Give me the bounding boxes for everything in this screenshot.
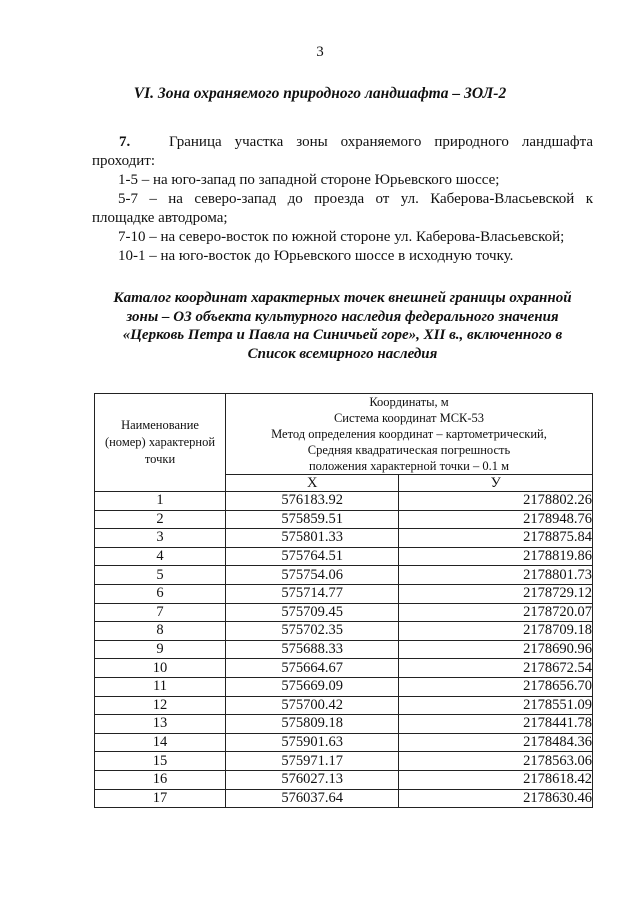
point-number-cell: 13 [95,715,226,734]
point-number-cell: 12 [95,696,226,715]
y-coordinate-cell: 2178729.12 [399,584,593,603]
coordinates-header-line: Метод определения координат – картометрический, [271,427,547,441]
paragraph-line: 7-10 – на северо-восток по южной стороне ул. Каберова-Власьевской; [118,229,565,245]
x-column-header: X [226,475,399,492]
point-number-cell: 1 [95,492,226,511]
coordinates-header [226,394,593,475]
point-number-cell: 10 [95,659,226,678]
paragraph-first-line [92,133,593,152]
point-number-cell: 5 [95,566,226,585]
y-coordinate-cell: 2178720.07 [399,603,593,622]
point-number-cell: 11 [95,677,226,696]
section-title: VI. Зона охраняемого природного ландшафта – ЗОЛ-2 [133,85,507,102]
paragraph-first-line-rest: проходит: [92,153,156,169]
x-coordinate-cell: 576183.92 [226,492,399,511]
coordinates-header-line: положения характерной точки – 0.1 м [308,459,509,473]
catalog-title-line: зоны – ОЗ объекта культурного наследия федерального значения [126,308,559,325]
y-coordinate-cell: 2178690.96 [399,640,593,659]
y-coordinate-cell: 2178551.09 [399,696,593,715]
x-coordinate-cell: 575901.63 [226,733,399,752]
table-row [95,529,593,548]
table-row [95,696,593,715]
point-number-cell: 15 [95,752,226,771]
coordinates-header-line: Средняя квадратическая погрешность [307,443,511,457]
page-number: 3 [316,44,324,60]
y-coordinate-cell: 2178656.70 [399,677,593,696]
point-number-cell: 14 [95,733,226,752]
table-row [95,510,593,529]
table-row [95,715,593,734]
table-row [95,603,593,622]
x-coordinate-cell: 575801.33 [226,529,399,548]
x-coordinate-cell: 575764.51 [226,547,399,566]
x-coordinate-cell: 576027.13 [226,770,399,789]
point-number-cell: 16 [95,770,226,789]
point-number-cell: 17 [95,789,226,808]
point-number-cell: 8 [95,622,226,641]
coordinates-header-line: Система координат МСК-53 [333,411,485,425]
point-name-header [95,394,226,492]
coordinates-header-line: Координаты, м [369,395,449,409]
y-column-header: У [399,475,593,492]
catalog-title-line: Каталог координат характерных точек внешней границы охранной [113,290,572,306]
point-number-cell: 7 [95,603,226,622]
table-row [95,566,593,585]
table-row [95,547,593,566]
paragraph-line: площадке автодрома; [92,210,228,226]
catalog-title-line: «Церковь Петра и Павла на Синичьей горе», XII в., включенного в [122,327,563,343]
x-coordinate-cell: 575859.51 [226,510,399,529]
x-coordinate-cell: 575709.45 [226,603,399,622]
table-row [95,584,593,603]
point-number-cell: 4 [95,547,226,566]
catalog-title-line: Список всемирного наследия [247,345,438,362]
table-row [95,492,593,511]
paragraph-first-line-text: Граница участка зоны охраняемого природного ландшафта [169,134,593,150]
x-coordinate-cell: 575702.35 [226,622,399,641]
y-coordinate-cell: 2178618.42 [399,770,593,789]
coordinates-table [94,393,593,808]
table-row [95,640,593,659]
y-coordinate-cell: 2178819.86 [399,547,593,566]
table-row [95,677,593,696]
y-coordinate-cell: 2178441.78 [399,715,593,734]
point-name-header-line: (номер) характерной [104,435,216,449]
catalog-title [92,289,593,363]
x-coordinate-cell: 575664.67 [226,659,399,678]
x-coordinate-cell: 575669.09 [226,677,399,696]
paragraph-number: 7. [119,134,131,150]
paragraph-line: 5-7 – на северо-запад до проезда от ул. Каберова-Власьевской к [118,191,593,207]
y-coordinate-cell: 2178709.18 [399,622,593,641]
y-coordinate-cell: 2178802.26 [399,492,593,511]
table-row [95,659,593,678]
x-coordinate-cell: 575971.17 [226,752,399,771]
y-coordinate-cell: 2178484.36 [399,733,593,752]
point-number-cell: 9 [95,640,226,659]
y-coordinate-cell: 2178801.73 [399,566,593,585]
x-coordinate-cell: 575714.77 [226,584,399,603]
table-row [95,789,593,808]
y-coordinate-cell: 2178948.76 [399,510,593,529]
point-number-cell: 3 [95,529,226,548]
point-name-header-line: точки [144,452,176,466]
x-coordinate-cell: 575688.33 [226,640,399,659]
table-row [95,752,593,771]
paragraph-line: 1-5 – на юго-запад по западной стороне Юрьевского шоссе; [118,172,500,188]
x-coordinate-cell: 575754.06 [226,566,399,585]
y-coordinate-cell: 2178875.84 [399,529,593,548]
point-number-cell: 2 [95,510,226,529]
y-coordinate-cell: 2178563.06 [399,752,593,771]
y-coordinate-cell: 2178672.54 [399,659,593,678]
table-row [95,770,593,789]
x-coordinate-cell: 575700.42 [226,696,399,715]
paragraph-line: 10-1 – на юго-восток до Юрьевского шоссе в исходную точку. [118,248,514,264]
point-name-header-line: Наименование [121,418,199,432]
table-row [95,622,593,641]
table-row [95,733,593,752]
x-coordinate-cell: 576037.64 [226,789,399,808]
x-coordinate-cell: 575809.18 [226,715,399,734]
point-number-cell: 6 [95,584,226,603]
paragraph-7 [92,133,593,266]
y-coordinate-cell: 2178630.46 [399,789,593,808]
